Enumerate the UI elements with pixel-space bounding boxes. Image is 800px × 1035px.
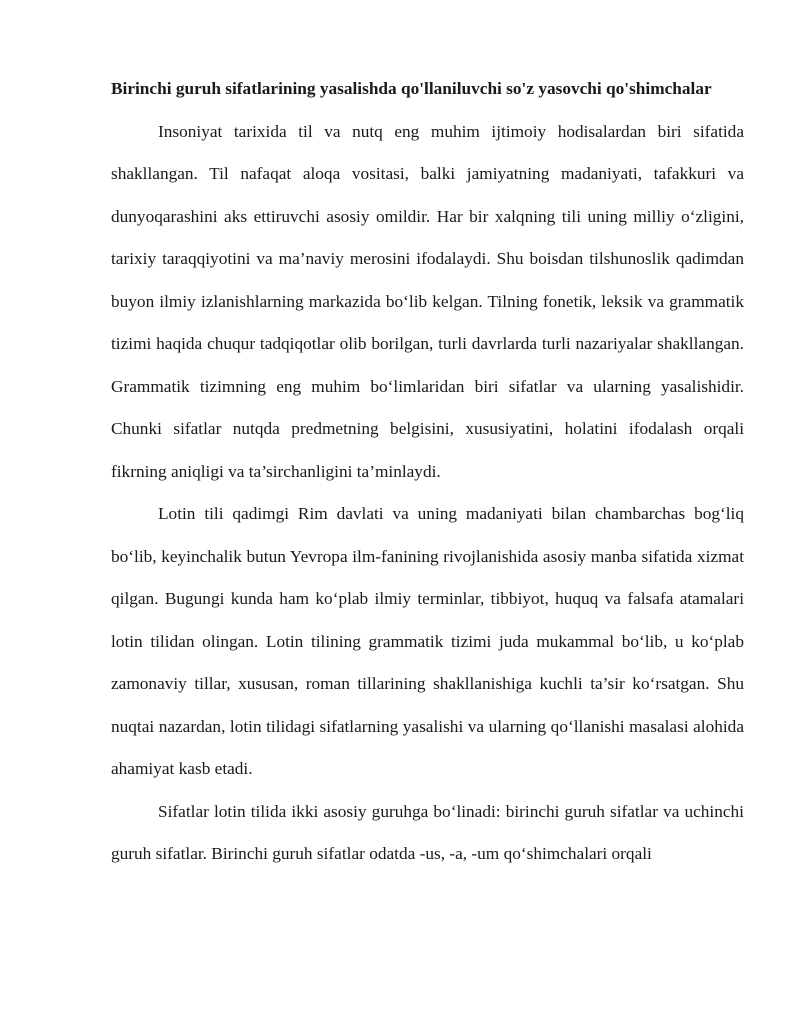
paragraph-1: Insoniyat tarixida til va nutq eng muhim ijtimoiy hodisalardan biri sifatida shakllangan. Til nafaqat aloqa vositasi, balki jamiyatning madaniyati, tafakkuri va dunyoqarashini aks ettiruvchi asosiy omildir. Har bir xalqning tili uning milliy o‘zligini, tarixiy taraqqiyotini va ma’naviy merosini ifodalaydi. Shu boisdan tilshunoslik qadimdan buyon ilmiy izlanishlarning markazida bo‘lib kelgan. Tilning fonetik, leksik va grammatik tizimi haqida chuqur tadqiqotlar olib borilgan, turli davrlarda turli nazariyalar shakllangan. Grammatik tizimning eng muhim bo‘limlaridan biri sifatlar va ularning yasalishidir. Chunki sifatlar nutqda predmetning belgisini, xususiyatini, holatini ifodalash orqali fikrning aniqligi va ta’sirchanligini ta’minlaydi. <box>111 121 744 481</box>
section-heading: Birinchi guruh sifatlarining yasalishda qo'llaniluvchi so'z yasovchi qo'shimchalar <box>111 79 712 98</box>
paragraph-2: Lotin tili qadimgi Rim davlati va uning madaniyati bilan chambarchas bog‘liq bo‘lib, keyinchalik butun Yevropa ilm-fanining rivojlanishida asosiy manba sifatida xizmat qilgan. Bugungi kunda ham ko‘plab ilmiy terminlar, tibbiyot, huquq va falsafa atamalari lotin tilidan olingan. Lotin tilining grammatik tizimi juda mukammal bo‘lib, u ko‘plab zamonaviy tillar, xususan, roman tillarining shakllanishiga kuchli ta’sir ko‘rsatgan. Shu nuqtai nazardan, lotin tilidagi sifatlarning yasalishi va ularning qo‘llanishi masalasi alohida ahamiyat kasb etadi. <box>111 504 744 778</box>
paragraph-3: Sifatlar lotin tilida ikki asosiy guruhga bo‘linadi: birinchi guruh sifatlar va uchinchi guruh sifatlar. Birinchi guruh sifatlar odatda -us, -a, -um qo‘shimchalari orqali <box>111 801 744 863</box>
document-page <box>111 68 744 876</box>
